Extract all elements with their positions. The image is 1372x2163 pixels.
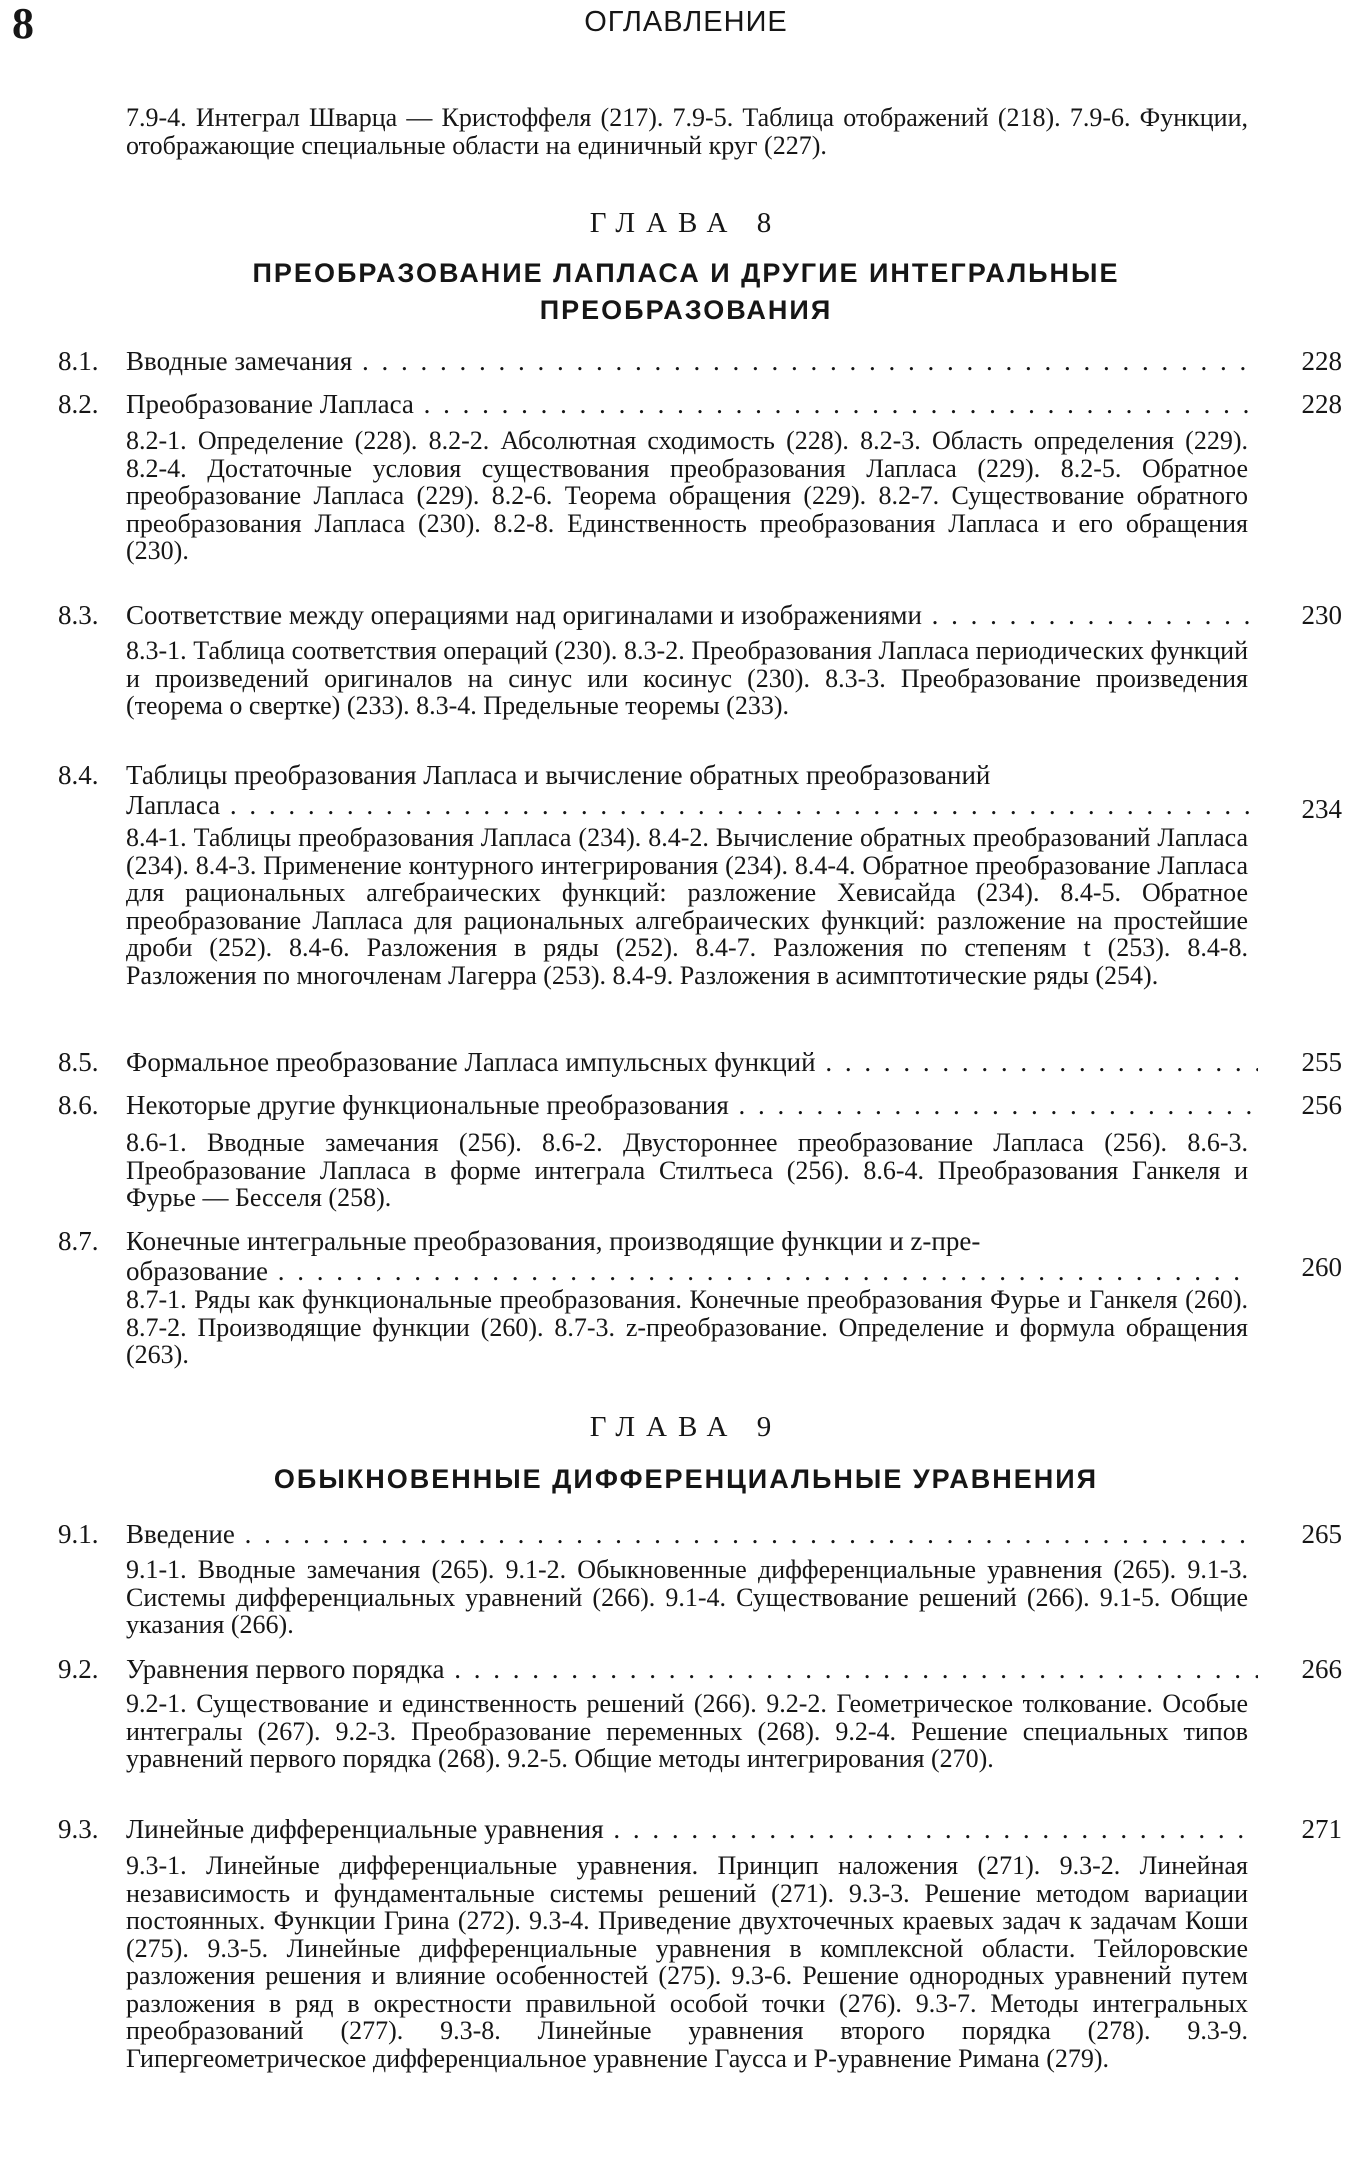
section-page: 230	[1301, 600, 1342, 630]
section-title: Преобразование Лапласа . . .	[126, 389, 1258, 420]
chapter9-title: ОБЫКНОВЕННЫЕ ДИФФЕРЕНЦИАЛЬНЫЕ УРАВНЕНИЯ	[273, 1464, 1099, 1494]
section-title: Соответствие между операциями над оригиналами и изображениями . . .	[126, 600, 1258, 631]
section-8-6-details: 8.6-1. Вводные замечания (256). 8.6-2. Двустороннее преобразование Лапласа (256). 8.6-3. Преобразование Лапласа в форме интеграла Стилтьеса (256). 8.6-4. Преобразования Ганкеля и Фурье — Бесселя (258).	[126, 1128, 1248, 1212]
section-page: 255	[1301, 1047, 1342, 1077]
section-title: Формальное преобразование Лапласа импульсных функций . . .	[126, 1047, 1258, 1078]
section-number: 8.2.	[58, 389, 99, 419]
section-number: 9.1.	[58, 1519, 99, 1549]
section-9-3-details: 9.3-1. Линейные дифференциальные уравнения. Принцип наложения (271). 9.3-2. Линейная независимость и фундаментальные системы решений (271). 9.3-3. Решение методом вариации постоянных. Функции Грина (272). 9.3-4. Приведение двухточечных краевых задач к задачам Коши (275). 9.3-5. Линейные дифференциальные уравнения в комплексной области. Тейлоровские разложения решения и влияние особенностей (275). 9.3-6. Решение однородных уравнений путем разложения в ряд в окрестности правильной особой точки (276). 9.3-7. Методы интегральных преобразований (277). 9.3-8. Линейные уравнения второго порядка (278). 9.3-9. Гипергеометрическое дифференциальное уравнение Гаусса и P-уравнение Римана (279).	[126, 1851, 1248, 2073]
section-9-2[interactable]	[0, 1654, 1372, 1688]
section-8-5[interactable]	[0, 1047, 1372, 1081]
section-page: 256	[1301, 1090, 1342, 1120]
section-8-2[interactable]	[0, 389, 1372, 423]
section-number: 9.3.	[58, 1814, 99, 1844]
section-9-1-details: 9.1-1. Вводные замечания (265). 9.1-2. Обыкновенные дифференциальные уравнения (265). 9.1-3. Системы дифференциальных уравнений (266). 9.1-4. Существование решений (266). 9.1-5. Общие указания (266).	[126, 1555, 1248, 1639]
intro-entries: 7.9-4. Интеграл Шварца — Кристоффеля (217). 7.9-5. Таблица отображений (218). 7.9-6. Функции, отображающие специальные области на единичный круг (227).	[126, 103, 1248, 160]
page-number: 8	[12, 0, 34, 48]
section-title: Введение . . .	[126, 1519, 1258, 1550]
section-8-4[interactable]	[126, 760, 1250, 820]
section-page: 266	[1301, 1654, 1342, 1684]
section-8-7-number: 8.7.	[58, 1226, 99, 1256]
section-8-4-details: 8.4-1. Таблицы преобразования Лапласа (234). 8.4-2. Вычисление обратных преобразований Лапласа (234). 8.4-3. Применение контурного интегрирования (234). 8.4-4. Обратное преобразование Лапласа для рациональных алгебраических функций: разложение Хевисайда (234). 8.4-5. Обратное преобразование Лапласа для рациональных алгебраических функций: разложение на простейшие дроби (252). 8.4-6. Разложения в ряды (252). 8.4-7. Разложения по степеням t (253). 8.4-8. Разложения по многочленам Лагерра (253). 8.4-9. Разложения в асимптотические ряды (254).	[126, 823, 1248, 990]
section-number: 8.5.	[58, 1047, 99, 1077]
section-title: Линейные дифференциальные уравнения . . .	[126, 1814, 1258, 1845]
section-9-2-details: 9.2-1. Существование и единственность решений (266). 9.2-2. Геометрическое толкование. Особые интегралы (267). 9.2-3. Преобразование переменных (268). 9.2-4. Решение специальных типов уравнений первого порядка (268). 9.2-5. Общие методы интегрирования (270).	[126, 1689, 1248, 1773]
section-title-line2: Лапласа . . .	[126, 790, 1250, 820]
section-page: 271	[1301, 1814, 1342, 1844]
section-number: 8.6.	[58, 1090, 99, 1120]
section-page: 228	[1301, 389, 1342, 419]
section-title: Уравнения первого порядка . . .	[126, 1654, 1258, 1685]
section-number: 8.3.	[58, 600, 99, 630]
section-8-3-details: 8.3-1. Таблица соответствия операций (230). 8.3-2. Преобразования Лапласа периодических функций и произведений оригиналов на синус или косинус (230). 8.3-3. Преобразование произведения (теорема о свертке) (233). 8.3-4. Предельные теоремы (233).	[126, 636, 1248, 720]
section-title-line1: Конечные интегральные преобразования, производящие функции и z-пре-	[126, 1226, 981, 1256]
section-8-3[interactable]	[0, 600, 1372, 634]
section-8-6[interactable]	[0, 1090, 1372, 1124]
section-page: 228	[1301, 346, 1342, 376]
section-8-7-details: 8.7-1. Ряды как функциональные преобразования. Конечные преобразования Фурье и Ганкеля (260). 8.7-2. Производящие функции (260). 8.7-3. z-преобразование. Определение и формула обращения (263).	[126, 1285, 1248, 1369]
section-title-line2: образование . . .	[126, 1256, 1250, 1286]
section-title-line1: Таблицы преобразования Лапласа и вычисление обратных преобразований	[126, 760, 991, 790]
section-9-1[interactable]	[0, 1519, 1372, 1553]
chapter8-title: ПРЕОБРАЗОВАНИЕ ЛАПЛАСА И ДРУГИЕ ИНТЕГРАЛЬНЫЕ ПРЕОБРАЗОВАНИЯ	[252, 258, 1120, 325]
chapter9-label: ГЛАВА 9	[589, 1411, 783, 1443]
section-title: Вводные замечания . . .	[126, 346, 1258, 377]
section-8-4-page: 234	[1301, 794, 1342, 824]
section-title: Некоторые другие функциональные преобразования . . .	[126, 1090, 1258, 1121]
section-8-4-number: 8.4.	[58, 760, 99, 790]
section-9-3[interactable]	[0, 1814, 1372, 1848]
chapter8-label: ГЛАВА 8	[589, 207, 783, 239]
section-8-2-details: 8.2-1. Определение (228). 8.2-2. Абсолютная сходимость (228). 8.2-3. Область определения (229). 8.2-4. Достаточные условия существования преобразования Лапласа (229). 8.2-5. Обратное преобразование Лапласа (229). 8.2-6. Теорема обращения (229). 8.2-7. Существование обратного преобразования Лапласа (230). 8.2-8. Единственность преобразования Лапласа и его обращения (230).	[126, 426, 1248, 565]
running-header: ОГЛАВЛЕНИЕ	[584, 6, 788, 38]
section-8-7[interactable]	[126, 1226, 1250, 1286]
section-number: 9.2.	[58, 1654, 99, 1684]
section-number: 8.1.	[58, 346, 99, 376]
section-page: 265	[1301, 1519, 1342, 1549]
section-8-7-page: 260	[1301, 1252, 1342, 1282]
section-8-1[interactable]	[0, 346, 1372, 380]
